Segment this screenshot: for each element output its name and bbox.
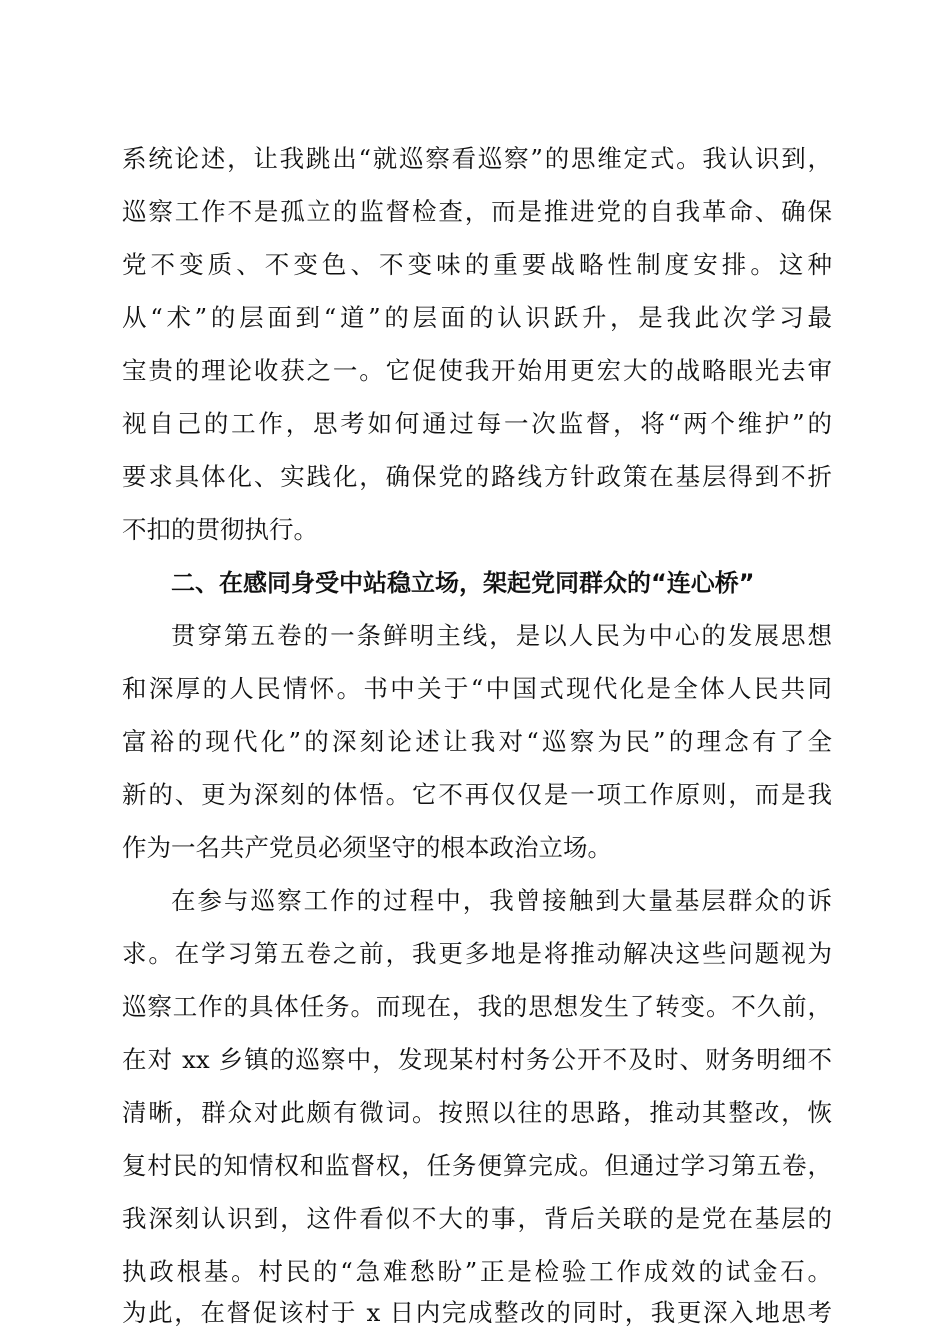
body-text-line: 富裕的现代化”的深刻论述让我对“巡察为民”的理念有了全 — [122, 727, 832, 756]
body-text-line: 为此，在督促该村于 x 日内完成整改的同时，我更深入地思考 — [122, 1298, 832, 1327]
body-text-line: 要求具体化、实践化，确保党的路线方针政策在基层得到不折 — [122, 462, 832, 491]
body-text-line: 新的、更为深刻的体悟。它不再仅仅是一项工作原则，而是我 — [122, 780, 832, 809]
body-text-line: 作为一名共产党员必须坚守的根本政治立场。 — [122, 833, 612, 862]
body-text-line: 视自己的工作，思考如何通过每一次监督，将“两个维护”的 — [122, 409, 832, 438]
body-text-line: 系统论述，让我跳出“就巡察看巡察”的思维定式。我认识到， — [122, 144, 832, 173]
body-text-line: 贯穿第五卷的一条鲜明主线，是以人民为中心的发展思想 — [171, 621, 832, 650]
body-text-line: 执政根基。村民的“急难愁盼”正是检验工作成效的试金石。 — [122, 1257, 832, 1286]
body-text-line: 清晰，群众对此颇有微词。按照以往的思路，推动其整改，恢 — [122, 1098, 832, 1127]
body-text-line: 巡察工作的具体任务。而现在，我的思想发生了转变。不久前， — [122, 992, 832, 1021]
body-text-line: 宝贵的理论收获之一。它促使我开始用更宏大的战略眼光去审 — [122, 356, 832, 385]
body-text-line: 我深刻认识到，这件看似不大的事，背后关联的是党在基层的 — [122, 1204, 832, 1233]
body-text-line: 巡察工作不是孤立的监督检查，而是推进党的自我革命、确保 — [122, 197, 832, 226]
body-text-line: 党不变质、不变色、不变味的重要战略性制度安排。这种 — [122, 250, 832, 279]
body-text-line: 和深厚的人民情怀。书中关于“中国式现代化是全体人民共同 — [122, 674, 832, 703]
section-heading: 二、在感同身受中站稳立场，架起党同群众的“连心桥” — [171, 569, 755, 597]
body-text-line: 复村民的知情权和监督权，任务便算完成。但通过学习第五卷， — [122, 1151, 832, 1180]
body-text-line: 求。在学习第五卷之前，我更多地是将推动解决这些问题视为 — [122, 939, 832, 968]
body-text-line: 在对 xx 乡镇的巡察中，发现某村村务公开不及时、财务明细不 — [122, 1045, 832, 1074]
body-text-line: 从“术”的层面到“道”的层面的认识跃升，是我此次学习最 — [122, 303, 832, 332]
body-text-line: 不扣的贯彻执行。 — [122, 515, 318, 544]
body-text-line: 在参与巡察工作的过程中，我曾接触到大量基层群众的诉 — [171, 886, 832, 915]
